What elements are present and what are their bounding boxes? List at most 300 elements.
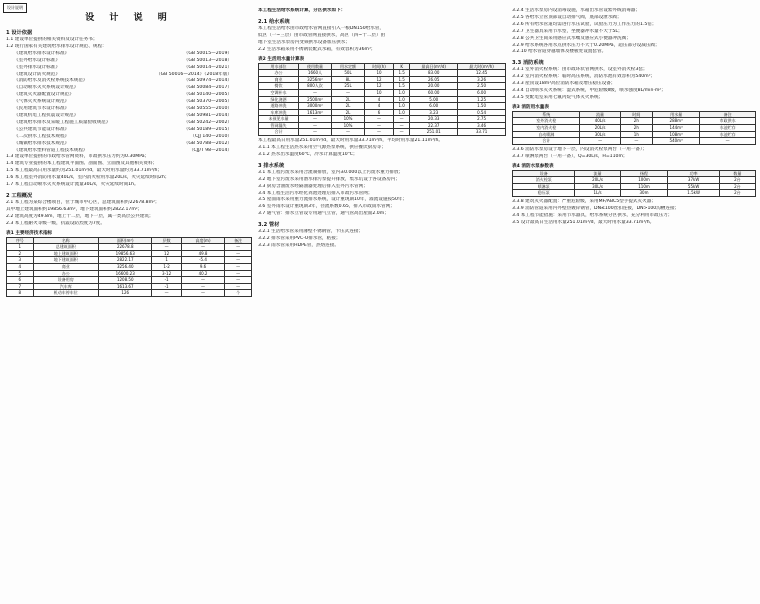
standard-name: 《室外排水设计标准》	[14, 64, 60, 70]
table-cell: —	[181, 277, 225, 284]
table-cell: 26.05	[410, 76, 458, 83]
standard-reference	[6, 72, 252, 79]
standard-name: 《消防给水及消火栓系统技术规范》	[14, 78, 88, 84]
clause-line: 3.2 地下室污废水采用潜水排污泵提升排放，集水坑设于各设备房内；	[258, 176, 400, 182]
table-cell: 12	[365, 83, 394, 90]
clause-line: 3.7 通气管：排水立管设专用通气立管，通气管高出屋面2.0m；	[258, 211, 389, 217]
table-cell: 110m	[620, 183, 668, 190]
table-cell: 2.75	[458, 116, 506, 123]
table-cell: —	[225, 263, 252, 270]
table-cell: 汽车库	[33, 283, 98, 290]
standard-name: 《自动喷水灭火系统设计规范》	[14, 85, 79, 91]
table-cell: 5	[7, 270, 34, 277]
table-row	[7, 283, 252, 290]
table-cell: 2822.17	[98, 257, 151, 264]
standard-name: 《公共建筑节能设计标准》	[14, 126, 70, 132]
table-header-cell: 最高日(m³/d)	[410, 63, 458, 70]
table-cell: 2h	[620, 125, 652, 132]
table-cell: —	[365, 122, 394, 129]
table-cell: 1.50	[458, 103, 506, 110]
table-header-cell: 高度(m)	[181, 237, 225, 244]
table-cell: 19856.63	[98, 250, 151, 257]
table-cell: 10	[365, 89, 394, 96]
standard-reference	[6, 134, 252, 141]
table-cell: —	[394, 116, 410, 123]
clause-line: 3.3.1 室外消火栓系统：由市政环状管网供水，设室外消火栓3套；	[512, 67, 648, 73]
standard-code: （GB 50981—2014）	[183, 112, 232, 118]
fire-water-table	[512, 111, 756, 145]
table-row	[513, 190, 756, 197]
standard-code: （GB 50013—2018）	[183, 57, 232, 63]
clause-line: 3.2.10 给水管道穿越墙体及楼板处设置套管。	[512, 49, 607, 55]
table-cell: 2L	[332, 103, 365, 110]
table-row	[7, 270, 252, 277]
table-cell: —	[225, 244, 252, 251]
clause-line: 本工程最高日用水量251.01m³/d，最大时用水量33.71m³/h，平均时用水量21.11m³/h。	[258, 138, 443, 144]
table-cell: 水池贮存	[700, 131, 756, 138]
clause-line: 3.4 本工程生活污水经化粪池处理后排入市政污水管网；	[258, 190, 373, 196]
clause-line: 3.2.5 各给水立管顶部设自动排气阀，底部设泄水阀；	[512, 14, 622, 20]
table-cell: 1-2	[152, 263, 181, 270]
table-cell: 20L/s	[580, 125, 620, 132]
table-cell: 机动车停车位	[33, 290, 98, 297]
table-cell: —	[181, 290, 225, 297]
standard-reference	[6, 127, 252, 134]
table-cell: —	[332, 89, 365, 96]
standard-name: 《建筑给水排水设计标准》	[14, 50, 70, 56]
standard-code: （GB 50555—2010）	[183, 106, 232, 112]
table-cell: 个	[225, 290, 252, 297]
table-caption: 表1 主要经济技术指标	[6, 230, 53, 236]
table-cell: 2台	[719, 177, 755, 184]
table-header-cell: 面积(m²)	[98, 237, 151, 244]
standard-code: （GB 50242—2002）	[183, 119, 232, 125]
table-row	[259, 109, 506, 116]
clause-line: 3.1.1 本工程生活热水采用空气源热泵系统，供应餐饮厨房等；	[258, 144, 386, 150]
table-cell: 33.71	[458, 129, 506, 136]
table-header-cell: 数量	[719, 170, 755, 177]
table-row	[259, 70, 506, 77]
table-cell: 30L/s	[580, 131, 620, 138]
table-cell: 3.46	[458, 122, 506, 129]
table-cell: 100m	[620, 177, 668, 184]
table-cell: —	[394, 129, 410, 136]
water-demand-table	[258, 63, 506, 137]
table-cell: —	[332, 129, 365, 136]
table-cell: —	[365, 116, 394, 123]
table-header-cell: 设备	[513, 170, 575, 177]
table-header-cell: 备注	[225, 237, 252, 244]
fire-pump-table	[512, 170, 756, 197]
table-cell: 5.00	[410, 96, 458, 103]
standard-code: （GB 50788—2012）	[183, 140, 232, 146]
table-cell: 3256m²	[298, 76, 331, 83]
table-cell: 道路冲洗	[259, 103, 299, 110]
standard-name: 《建筑给水排水及采暖工程施工质量验收规范》	[14, 119, 111, 125]
table-header-cell: 功率	[668, 170, 719, 177]
standard-reference	[6, 113, 252, 120]
table-row	[259, 76, 506, 83]
table-cell: 喷淋泵	[513, 183, 575, 190]
table-cell: 20.33	[410, 116, 458, 123]
table-cell: 3-12	[152, 270, 181, 277]
table-cell: 20.00	[410, 83, 458, 90]
table-cell: 1.5	[394, 70, 410, 77]
table-cell: -5.4	[181, 257, 225, 264]
table-cell: 800人次	[298, 83, 331, 90]
table-cell: 1.0	[394, 89, 410, 96]
clause-line: 3.4 本工程节能措施：采用节水器具，给水系统分区供水，充分利用市政压力；	[512, 212, 673, 218]
table-cell: -1	[152, 277, 181, 284]
table-cell: 60.00	[410, 89, 458, 96]
standard-code: （GB 50974—2014）	[183, 78, 232, 84]
table-row	[259, 96, 506, 103]
table-cell: 144m³	[652, 125, 699, 132]
clause-line: 3.3.3 屋顶设18m³高位消防水箱及增压稳压设备；	[512, 81, 616, 87]
clause-line: 1.1 建设单位提供的相关资料及设计任务书；	[6, 37, 98, 42]
standard-code: （CJJ/T 98—2014）	[188, 147, 232, 153]
table-cell: 4	[7, 263, 34, 270]
table-cell: —	[298, 116, 331, 123]
table-cell: 餐饮	[259, 83, 299, 90]
table-cell: 16600.23	[98, 270, 151, 277]
standard-code: （GB 50370—2005）	[183, 99, 232, 105]
table-cell: 2L	[332, 96, 365, 103]
standard-name: 《城镇给水排水技术规范》	[14, 140, 70, 146]
table-cell: —	[298, 89, 331, 96]
column-left	[6, 4, 252, 602]
table-cell: 12.45	[458, 70, 506, 77]
clause-line: 3.5 屋面雨水采用重力流排水系统，设计重现期10年，溢流设施按50年；	[258, 197, 408, 203]
section-heading: 2.1 给水系统	[258, 18, 290, 25]
section-heading: 2 工程概况	[6, 192, 33, 199]
standard-name: 《建筑灭火器配置设计规范》	[14, 92, 74, 98]
table-header-cell: 时间(h)	[365, 63, 394, 70]
standard-code: （CJJ 140—2010）	[190, 133, 232, 139]
table-row	[513, 131, 756, 138]
table-row	[259, 116, 506, 123]
column-header-note: 本工程生活给水系统计算，分区供水如下：	[258, 8, 346, 13]
table-cell: 办公	[259, 70, 299, 77]
table-header-cell: 序号	[7, 237, 34, 244]
table-header-cell: 层数	[152, 237, 181, 244]
standard-reference	[6, 99, 252, 106]
table-cell: 2500m²	[298, 96, 331, 103]
table-cell: —	[225, 277, 252, 284]
table-cell: 3.26	[458, 76, 506, 83]
table-row	[259, 103, 506, 110]
table-header-cell: 备注	[700, 111, 756, 118]
standard-reference	[6, 92, 252, 99]
table-cell: 0.54	[458, 109, 506, 116]
clause-line: 3.3 厨房含油废水经隔油器处理后排入室外污水管网；	[258, 183, 368, 189]
table-header-cell: 流量	[580, 111, 620, 118]
page-title: 设 计 说 明	[85, 13, 173, 23]
table-cell: —	[225, 257, 252, 264]
table-row	[7, 263, 252, 270]
table-cell: —	[298, 122, 331, 129]
table-row	[513, 183, 756, 190]
table-header-cell: 扬程	[620, 170, 668, 177]
table-cell: 绿化浇洒	[259, 96, 299, 103]
table-cell: 3000m²	[298, 103, 331, 110]
table-cell: 6	[7, 277, 34, 284]
table-cell: 10%	[332, 116, 365, 123]
standard-name: 《气体灭火系统设计规范》	[14, 99, 70, 105]
clause-line: 2.1 本工程为某综合楼项目，位于城市中心区，总建筑面积约22678.8m²；	[6, 199, 160, 205]
table-caption: 表2 生活用水量计算表	[258, 56, 305, 62]
table-row	[513, 118, 756, 125]
table-header-cell: K	[394, 63, 410, 70]
table-header-cell: 时间	[620, 111, 652, 118]
table-cell: 10	[365, 70, 394, 77]
table-cell: 1613m²	[298, 109, 331, 116]
clause-line: 1.3 建设单位提供的市政给水管网资料，市政供水压力约为0.30MPa；	[6, 154, 150, 160]
table-row	[7, 290, 252, 297]
standard-reference	[6, 65, 252, 72]
table-cell: 22678.8	[98, 244, 151, 251]
table-cell: —	[181, 283, 225, 290]
table-cell: 83.00	[410, 70, 458, 77]
table-cell: 37kW	[668, 177, 719, 184]
standard-code: （GB 50016—2014）（2018年版）	[155, 71, 232, 77]
table-cell: 30L/s	[575, 183, 620, 190]
table-cell: 1208.50	[98, 277, 151, 284]
table-cell: 2	[7, 250, 34, 257]
table-cell: 室外消火栓	[513, 118, 580, 125]
table-cell: 2h	[620, 118, 652, 125]
table-cell: 市政供水	[700, 118, 756, 125]
table-cell: 12	[365, 76, 394, 83]
table-cell: —	[152, 290, 181, 297]
table-cell: 55kW	[668, 183, 719, 190]
clause-line: 3.3.9 消防管道采用内外壁热镀锌钢管，DN≤100丝扣连接，DN>100沟槽连接；	[512, 205, 680, 211]
standard-code: （GB 50015—2019）	[183, 50, 232, 56]
table-cell: 管网漏失	[259, 122, 299, 129]
table-cell: 总建筑面积	[33, 244, 98, 251]
clause-line: 3.2.1 生活给水管采用薄壁不锈钢管，卡压式连接；	[258, 229, 364, 235]
table-cell: 2.50	[458, 83, 506, 90]
table-caption: 表4 消防水泵参数表	[512, 163, 554, 169]
table-cell: —	[700, 138, 756, 145]
table-cell: —	[620, 138, 652, 145]
table-cell: 1.0	[394, 96, 410, 103]
standard-code: （GB 50014—2021）	[183, 64, 232, 70]
table-cell: 8	[7, 290, 34, 297]
clause-line: 其中地上建筑面积约19856.63m²，地下建筑面积约2822.17m²；	[6, 206, 143, 212]
standard-code: （GB 50084—2017）	[183, 85, 232, 91]
table-row	[7, 257, 252, 264]
clause-line: 3.1.2 热水出水温度60℃，冷水计算温度10℃；	[258, 151, 358, 157]
table-header-cell: 最大时(m³/h)	[458, 63, 506, 70]
table-cell: 2L	[332, 109, 365, 116]
table-cell: 办公	[33, 270, 98, 277]
table-cell: 2台	[719, 183, 755, 190]
table-cell: 合计	[513, 138, 580, 145]
clause-line: 1.5 本工程最高日用水量约为251.01m³/d，最大时用水量约为33.71m³/h；	[6, 168, 163, 174]
table-header-cell: 名称	[33, 237, 98, 244]
table-cell: 9.6	[181, 263, 225, 270]
table-cell: 自动喷淋	[513, 131, 580, 138]
table-cell: -1	[152, 283, 181, 290]
clause-line: 3.5 设计最高日生活用水量251.01m³/d，最大时用水量33.71m³/h。	[512, 219, 655, 225]
table-cell: 1.5	[394, 76, 410, 83]
table-cell: 108m³	[652, 131, 699, 138]
table-cell: 6.00	[458, 89, 506, 96]
table-cell: 1	[152, 257, 181, 264]
table-cell: 6	[365, 109, 394, 116]
table-cell: 251.01	[410, 129, 458, 136]
table-cell: 设备用房	[33, 277, 98, 284]
table-cell: 50L	[332, 70, 365, 77]
table-row	[513, 138, 756, 145]
table-cell: 6.00	[410, 103, 458, 110]
clause-line: 3.2.8 公共卫生间采用感应式水嘴及感应式小便器冲洗阀；	[512, 35, 631, 41]
table-cell: 126	[98, 290, 151, 297]
clause-line: 3.3.8 建筑灭火器配置：严重危险级，采用MF/ABC5型手提式灭火器；	[512, 199, 656, 205]
clause-line: 3.3.6 消防水泵房设于地下一层，内设消火栓泵两台（一用一备）；	[512, 146, 647, 152]
standard-name: 《二次供水工程技术规程》	[14, 133, 70, 139]
standard-reference	[6, 148, 252, 155]
standard-reference	[6, 106, 252, 113]
clause-line: 3.3.2 室内消火栓系统：临时高压系统，消防水池有效容积为540m³；	[512, 74, 656, 80]
clause-line: 低区（一~三层）由市政管网直接供水，高区（四~十二层）由	[258, 32, 386, 38]
standard-reference	[6, 78, 252, 85]
table-header-cell: 使用数量	[298, 63, 331, 70]
table-cell: 40L/s	[580, 118, 620, 125]
table-cell: 1	[7, 244, 34, 251]
table-cell: 1L/s	[575, 190, 620, 197]
table-cell: —	[225, 250, 252, 257]
table-cell: —	[225, 283, 252, 290]
table-cell: 地上建筑面积	[33, 250, 98, 257]
table-row	[259, 122, 506, 129]
clause-line: 3.1 本工程污废水采用合流制排放，室内±0.000以上污废水重力排放；	[258, 169, 404, 175]
table-cell: 22.37	[410, 122, 458, 129]
table-cell: 540m³	[652, 138, 699, 145]
table-cell: —	[298, 129, 331, 136]
section-heading: 3.3 消防系统	[512, 60, 544, 67]
table-row	[7, 244, 252, 251]
table-caption: 表3 消防用水量表	[512, 104, 549, 110]
table-cell: —	[181, 244, 225, 251]
table-cell: 地下建筑面积	[33, 257, 98, 264]
table-cell: 室内消火栓	[513, 125, 580, 132]
table-cell: 稳压泵	[513, 190, 575, 197]
table-cell: 车库冲洗	[259, 109, 299, 116]
table-cell: 1.25	[458, 96, 506, 103]
table-cell: 1.0	[394, 103, 410, 110]
table-cell: 40.2	[181, 270, 225, 277]
table-cell: 1.0	[394, 109, 410, 116]
clause-line: 2.2 建筑高度为49.8m，地上十二层，地下一层，属一类高层公共建筑；	[6, 213, 154, 219]
clause-line: 3.2.2 排水管采用PVC-U排水管，粘接；	[258, 236, 341, 242]
table-cell: —	[394, 122, 410, 129]
clause-line: 3.3.4 自动喷水灭火系统：湿式系统，中危险级Ⅱ级，喷水强度8L/min·m²；	[512, 88, 666, 94]
standard-name: 《建筑机电工程抗震设计规范》	[14, 112, 79, 118]
table-cell: 7	[7, 283, 34, 290]
standard-name: 《室外给水设计标准》	[14, 57, 60, 63]
table-header-cell: 用水量	[652, 111, 699, 118]
table-row	[259, 89, 506, 96]
table-cell: 2台	[719, 190, 755, 197]
standard-name: 《民用建筑节水设计标准》	[14, 106, 70, 112]
standard-name: 《建筑给水塑料管道工程技术规程》	[14, 147, 88, 153]
clause-line: 3.2.7 卫生器具采用节水型，坐便器冲水量不大于5L；	[512, 28, 623, 34]
clause-line: 3.3.7 喷淋泵两台（一用一备），Q=30L/s，H=110m；	[512, 153, 628, 159]
table-cell: 商业	[259, 76, 299, 83]
table-cell: 49.8	[181, 250, 225, 257]
table-cell: 288m³	[652, 118, 699, 125]
table-header-cell: 用水定额	[332, 63, 365, 70]
clause-line: 3.2.9 给水系统各用水点供水压力不大于0.20MPa，超压部分设减压阀；	[512, 42, 660, 48]
section-heading: 1 设计依据	[6, 30, 33, 36]
table-row	[513, 125, 756, 132]
table-header-cell: 系统	[513, 111, 580, 118]
table-cell: 1.5kW	[668, 190, 719, 197]
table-cell: 10%	[332, 122, 365, 129]
standard-reference	[6, 51, 252, 58]
table-cell: 1613.67	[98, 283, 151, 290]
clause-line: 1.7 本工程自动喷水灭火系统设计流量30L/s，火灾延续时间1h。	[6, 182, 139, 188]
table-row	[7, 250, 252, 257]
clause-line: 3.2.3 雨水管采用HDPE管，热熔连接。	[258, 242, 339, 248]
table-cell: —	[225, 270, 252, 277]
table-cell: 未预见水量	[259, 116, 299, 123]
table-row	[259, 83, 506, 90]
table-cell: 商业	[33, 263, 98, 270]
table-cell: 8L	[332, 76, 365, 83]
table-header-cell: 用水部位	[259, 63, 299, 70]
tech-index-table	[6, 237, 252, 297]
table-cell: 1660人	[298, 70, 331, 77]
standard-reference	[6, 58, 252, 65]
title-stamp: 设计说明	[3, 3, 27, 13]
section-heading: 3 排水系统	[258, 162, 285, 169]
clause-line: 3.2.6 所有给水管道均需进行水压试验，试验压力为工作压力的1.5倍；	[512, 21, 657, 27]
standard-reference	[6, 141, 252, 148]
table-cell: 30m	[620, 190, 668, 197]
table-cell: 消火栓泵	[513, 177, 575, 184]
column-right	[512, 4, 756, 602]
table-cell: —	[580, 138, 620, 145]
clause-line: 地下室生活水泵房内变频供水设备加压供水；	[258, 39, 350, 45]
table-cell: 水池贮存	[700, 125, 756, 132]
clause-line: 3.3.5 变配电室采用七氟丙烷气体灭火系统；	[512, 94, 604, 100]
table-cell: 25L	[332, 83, 365, 90]
standard-reference	[6, 120, 252, 127]
clause-line: 2.3 本工程耐火等级一级，抗震设防烈度为7度。	[6, 220, 105, 226]
clause-line: 3.2.4 生活水泵房内设消毒设施，水箱出水管设紫外线消毒器；	[512, 8, 640, 13]
standard-reference	[6, 85, 252, 92]
standard-name: 《建筑设计防火规范》	[14, 71, 60, 77]
clause-line: 1.2 现行国家有关建筑给水排水设计规范、规程：	[6, 43, 107, 49]
clause-line: 本工程生活给水由市政给水管网直接引入一根DN150给水管，	[258, 25, 384, 31]
standard-code: （GB 50189—2015）	[183, 126, 232, 132]
table-cell: 3	[7, 257, 34, 264]
table-cell: 合计	[259, 129, 299, 136]
table-cell: 4	[365, 96, 394, 103]
clause-line: 3.6 室外雨水设计重现期3年，径流系数0.65，排入市政雨水管网；	[258, 204, 395, 210]
table-header-cell: 流量	[575, 170, 620, 177]
section-heading: 3.2 管材	[258, 222, 280, 229]
table-cell: 4	[365, 103, 394, 110]
clause-line: 2.2 生活水箱采用不锈钢装配式水箱，有效容积为36m³；	[258, 46, 376, 52]
table-row	[513, 177, 756, 184]
clause-line: 1.6 本工程室外消防用水量40L/s，室内消火栓用水量20L/s，火灾延续时间2h；	[6, 175, 170, 181]
table-cell: 1h	[620, 131, 652, 138]
table-row	[7, 277, 252, 284]
